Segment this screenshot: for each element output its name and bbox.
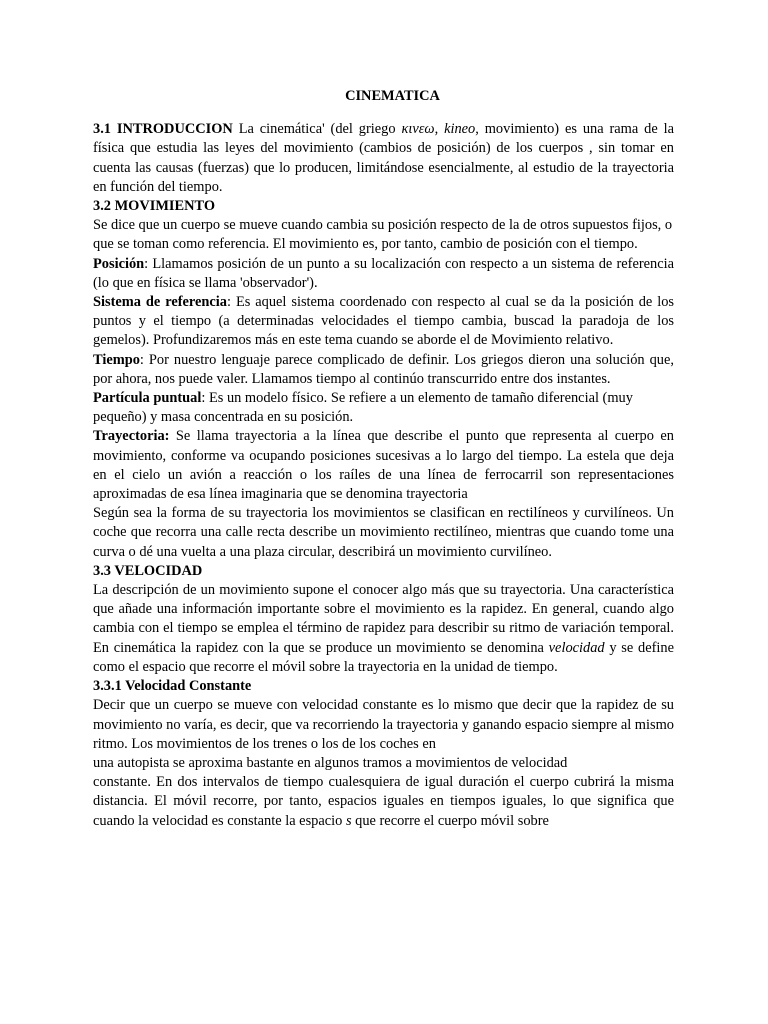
sistema-term: Sistema de referencia (93, 294, 228, 311)
document-title: CINEMATICA (345, 88, 440, 104)
segun-paragraph: Según sea la forma de su trayectoria los movimientos se clasifican en rectilíneos y curvilíneos. Un coche que recorra una calle recta describe un movimiento rectilíneo, mientras que cuando tome una curva o dé una vuelta a una plaza circular, describirá un movimiento curvilíneo. (93, 505, 674, 560)
velocidad-paragraph: La descripción de un movimiento supone el conocer algo más que su trayectoria. Una característica que añade una información importante sobre el movimiento es la rapidez. En general, cuando algo cambia con el tiempo se emplea el término de rapidez para describir su ritmo de variación temporal. En cinemática la rapidez con la que se produce un movimiento se denomina velocidad y se define como el espacio que recorre el móvil sobre la trayectoria en la unidad de tiempo. (93, 582, 674, 675)
tiempo-term: Tiempo (93, 351, 140, 368)
particula-paragraph: Partícula puntual: Es un modelo físico. Se refiere a un elemento de tamaño diferencial (muy pequeño) y masa concentrada en su posición. (93, 390, 633, 426)
movimiento-paragraph: Se dice que un cuerpo se mueve cuando cambia su posición respecto de la de otros supuestos fijos, o que se toman como referencia. El movimiento es, por tanto, cambio de posición con el tiempo. (93, 217, 673, 253)
section-heading-movimiento: 3.2 MOVIMIENTO (93, 198, 216, 215)
section-heading-velocidad: 3.3 VELOCIDAD (93, 562, 203, 579)
tiempo-paragraph: Tiempo: Por nuestro lenguaje parece complicado de definir. Los griegos dieron una solución que, por ahora, nos puede valer. Llamamos tiempo al continúo transcurrido entre dos instantes. (93, 351, 674, 387)
intro-paragraph: 3.1 INTRODUCCION La cinemática' (del griego κινεω, kineo, movimiento) es una rama de la física que estudia las leyes del movimiento (cambios de posición) de los cuerpos , sin tomar en cuenta las causas (fuerzas) que lo producen, limitándose esencialmente, al estudio de la trayectoria en función del tiempo. (93, 121, 674, 195)
section-heading-velocidad-constante: 3.3.1 Velocidad Constante (93, 678, 252, 695)
particula-term: Partícula puntual (93, 390, 202, 407)
kineo-word: kineo (444, 121, 476, 138)
velocidad-term: velocidad (548, 639, 605, 656)
vel-const-paragraph-2: una autopista se aproxima bastante en algunos tramos a movimientos de velocidad (93, 754, 568, 771)
posicion-paragraph: Posición: Llamamos posición de un punto a su localización con respecto a un sistema de referencia (lo que en física se llama 'observador'). (93, 255, 674, 291)
vel-const-paragraph-3: constante. En dos intervalos de tiempo cualesquiera de igual duración el cuerpo cubrirá la misma distancia. El móvil recorre, por tanto, espacios iguales en tiempos iguales, lo que significa que cuando la velocidad es constante la espacio s que recorre el cuerpo móvil sobre (93, 774, 674, 829)
document-body (93, 87, 674, 831)
sistema-paragraph: Sistema de referencia: Es aquel sistema coordenado con respecto al cual se da la posición de los puntos y el tiempo (a determinadas velocidades el tiempo cambia, buscad la paradoja de los gemelos). Profundizaremos más en este tema cuando se aborde el de Movimiento relativo. (93, 294, 675, 349)
trayectoria-paragraph: Trayectoria: Se llama trayectoria a la línea que describe el punto que representa al cuerpo en movimiento, conforme va ocupando posiciones sucesivas a lo largo del tiempo. La estela que deja en el cielo un avión a reacción o los raíles de una línea de ferrocarril son representaciones aproximadas de esa línea imaginaria que se denomina trayectoria (93, 428, 674, 503)
s-symbol: s (345, 812, 352, 829)
trayectoria-term: Trayectoria: (93, 428, 170, 445)
posicion-term: Posición (93, 255, 145, 272)
greek-word: κινεω (401, 121, 435, 138)
intro-heading: 3.1 INTRODUCCION (93, 121, 233, 138)
vel-const-paragraph-1: Decir que un cuerpo se mueve con velocidad constante es lo mismo que decir que la rapidez de su movimiento no varía, es decir, que va recorriendo la trayectoria y ganando espacio siempre al mismo ritmo. Los movimientos de los trenes o los de los coches en (93, 697, 674, 752)
